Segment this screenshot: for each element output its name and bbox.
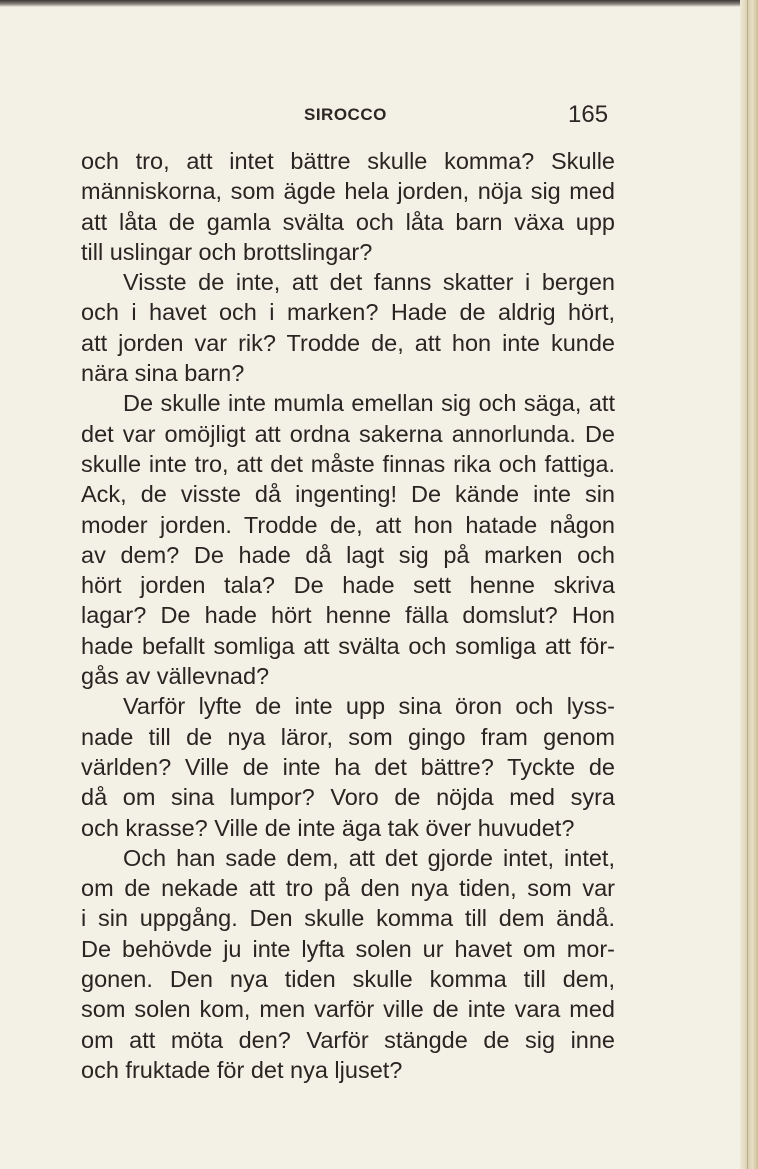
text-line: Ack, de visste då ingenting! De kände inte sin: [81, 481, 615, 508]
text-line: och fruktade för det nya ljuset?: [81, 1056, 403, 1083]
text-line: till uslingar och brottslingar?: [81, 238, 373, 265]
text-line: av dem? De hade då lagt sig på marken och: [81, 541, 615, 568]
text-line: De behövde ju inte lyfta solen ur havet om mor-: [81, 935, 615, 962]
page-edge: [740, 0, 758, 1169]
text-line: Visste de inte, att det fanns skatter i bergen: [123, 269, 615, 296]
page-top-shadow: [0, 0, 758, 7]
text-line: hade befallt somliga att svälta och somliga att för-: [81, 632, 615, 659]
text-line: det var omöjligt att ordna sakerna annorlunda. De: [81, 420, 615, 447]
text-line: i sin uppgång. Den skulle komma till dem ändå.: [81, 905, 615, 932]
text-line: Och han sade dem, att det gjorde intet, intet,: [123, 844, 615, 871]
page-number: 165: [568, 101, 609, 128]
text-line: att jorden var rik? Trodde de, att hon inte kunde: [81, 329, 615, 356]
running-title: SIROCCO: [304, 105, 387, 124]
body-text: [81, 146, 615, 1085]
text-line: skulle inte tro, att det måste finnas rika och fattiga.: [81, 450, 615, 477]
text-line: nade till de nya läror, som gingo fram genom: [81, 723, 615, 750]
text-line: moder jorden. Trodde de, att hon hatade någon: [81, 511, 615, 538]
text-line: lagar? De hade hört henne fälla domslut? Hon: [81, 602, 615, 629]
text-line: hört jorden tala? De hade sett henne skriva: [81, 572, 615, 599]
text-line: och i havet och i marken? Hade de aldrig hört,: [81, 299, 615, 326]
text-line: att låta de gamla svälta och låta barn växa upp: [81, 208, 615, 235]
running-header: [0, 101, 758, 129]
page-edge-line: [747, 0, 748, 1169]
text-line: världen? Ville de inte ha det bättre? Tyckte de: [81, 753, 615, 780]
text-line: och tro, att intet bättre skulle komma? Skulle: [81, 148, 615, 174]
text-line: gås av vällevnad?: [81, 663, 270, 690]
text-line: De skulle inte mumla emellan sig och säga, att: [123, 390, 615, 417]
text-line: och krasse? Ville de inte äga tak över huvudet?: [81, 814, 575, 841]
text-line: om de nekade att tro på den nya tiden, som var: [81, 875, 615, 902]
text-line: som solen kom, men varför ville de inte vara med: [81, 996, 615, 1023]
text-line: om att möta den? Varför stängde de sig inne: [81, 1026, 615, 1053]
text-line: gonen. Den nya tiden skulle komma till dem,: [81, 966, 615, 993]
text-line: människorna, som ägde hela jorden, nöja sig med: [81, 178, 615, 205]
text-line: då om sina lumpor? Voro de nöjda med syra: [81, 784, 615, 811]
text-line: nära sina barn?: [81, 360, 245, 387]
text-line: Varför lyfte de inte upp sina öron och lyss-: [123, 693, 615, 720]
